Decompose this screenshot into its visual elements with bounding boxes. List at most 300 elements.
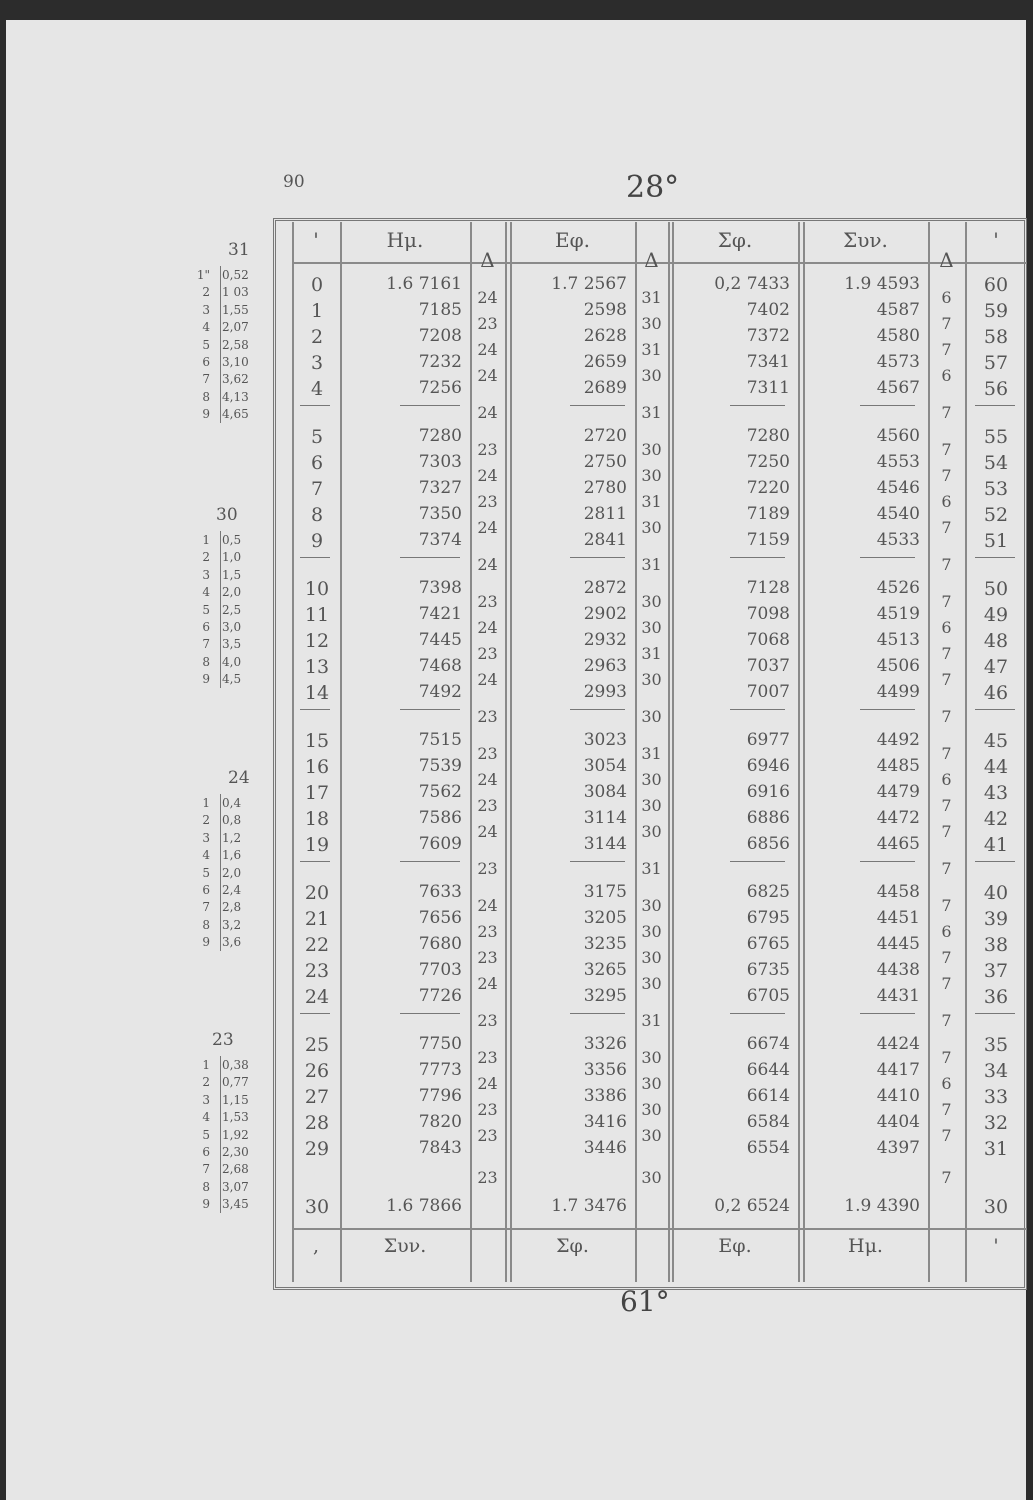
- group-separator: [300, 709, 330, 710]
- cot-value: 6614: [746, 1086, 790, 1106]
- page-number: 90: [283, 172, 305, 192]
- cot-value: 7098: [746, 604, 790, 624]
- cos-diffs: 7: [941, 440, 952, 459]
- tan-value: 3326: [583, 1034, 627, 1054]
- column-header: Συν.: [843, 228, 888, 252]
- cot-value: 6946: [746, 756, 790, 776]
- sin-diffs: 23: [477, 1011, 498, 1030]
- cos-value: 4451: [876, 908, 920, 928]
- pp-multiplier: 9: [202, 935, 210, 950]
- sin-value: 7680: [418, 934, 462, 954]
- group-separator: [730, 557, 785, 558]
- pp-value: 1,55: [222, 302, 249, 317]
- column-header: Δ: [644, 248, 659, 272]
- sin-diffs: 24: [477, 770, 498, 789]
- group-separator: [400, 861, 460, 862]
- minute-left: 16: [304, 756, 330, 778]
- pp-value: 1,0: [222, 550, 242, 565]
- pp-multiplier: 1: [202, 796, 210, 810]
- minute-left: 18: [304, 808, 330, 830]
- cot-value: 7402: [746, 300, 790, 320]
- minute-right: 49: [983, 604, 1009, 626]
- cot-value: 7250: [746, 452, 790, 472]
- sin-value: 7703: [418, 960, 462, 980]
- minute-left: 13: [304, 656, 330, 678]
- cos-diffs: 7: [941, 518, 952, 537]
- sin-diffs: 23: [477, 796, 498, 815]
- group-separator: [400, 557, 460, 558]
- cot-value: 6825: [746, 882, 790, 902]
- cos-value: 4410: [876, 1086, 920, 1106]
- tan-diffs: 30: [641, 1126, 662, 1145]
- tan-diffs: 30: [641, 974, 662, 993]
- cos-value: 4465: [876, 834, 920, 854]
- cos-value: 4492: [876, 730, 920, 750]
- pp-row: [180, 585, 241, 599]
- tan-value: 1.7 2567: [551, 274, 627, 294]
- cos-value: 4553: [876, 452, 920, 472]
- sin-value: 1.6 7161: [386, 274, 462, 294]
- sin-value: 7515: [418, 730, 462, 750]
- cos-diffs: 7: [941, 644, 952, 663]
- sin-diffs: 23: [477, 1126, 498, 1145]
- pp-row: [180, 533, 241, 547]
- pp-row: [180, 1197, 249, 1211]
- minute-left: 10: [304, 578, 330, 600]
- group-separator: [300, 1013, 330, 1014]
- sin-diffs: 23: [477, 744, 498, 763]
- pp-value: 4,5: [222, 672, 242, 687]
- group-separator: [860, 709, 915, 710]
- pp-multiplier: 6: [202, 620, 210, 634]
- pp-multiplier: 5: [202, 1127, 210, 1142]
- cot-value: 6856: [746, 834, 790, 854]
- cos-value: 4458: [876, 882, 920, 902]
- sin-diffs: 24: [477, 366, 498, 385]
- sin-diffs: 23: [477, 644, 498, 663]
- minute-right: 39: [983, 908, 1009, 930]
- sin-value: 7185: [418, 300, 462, 320]
- pp-value: 1,92: [222, 1127, 249, 1142]
- sin-diffs: 23: [477, 707, 498, 726]
- pp-row: [180, 603, 241, 617]
- cot-value: 7189: [746, 504, 790, 524]
- pp-value: 3,5: [222, 637, 242, 652]
- pp-multiplier: 2: [202, 285, 210, 300]
- pp-multiplier: 3: [202, 830, 210, 845]
- minute-left: 21: [304, 908, 330, 930]
- pp-row: [180, 620, 241, 634]
- cot-value: 6705: [746, 986, 790, 1006]
- cot-value: 7341: [746, 352, 790, 372]
- sin-value: 7445: [418, 630, 462, 650]
- pp-row: [180, 1128, 249, 1142]
- pp-row: [180, 407, 249, 421]
- minute-right: 43: [983, 782, 1009, 804]
- cot-value: 6674: [746, 1034, 790, 1054]
- minute-left: 23: [304, 960, 330, 982]
- cos-value: 4567: [876, 378, 920, 398]
- pp-value: 3,2: [222, 917, 242, 932]
- sin-diffs: 24: [477, 896, 498, 915]
- cos-diffs: 7: [941, 822, 952, 841]
- tan-diffs: 30: [641, 922, 662, 941]
- cos-value: 4404: [876, 1112, 920, 1132]
- minute-right: 31: [983, 1138, 1009, 1160]
- cos-diffs: 7: [941, 1126, 952, 1145]
- pp-multiplier: 9: [202, 1197, 210, 1212]
- group-separator: [400, 709, 460, 710]
- pp-row: [180, 866, 241, 880]
- minute-right: 33: [983, 1086, 1009, 1108]
- pp-multiplier: 8: [202, 1179, 210, 1194]
- pp-multiplier: 8: [202, 654, 210, 669]
- pp-value: 0,38: [222, 1058, 249, 1072]
- cot-value: 7128: [746, 578, 790, 598]
- cos-diffs: 7: [941, 403, 952, 422]
- group-separator: [860, 1013, 915, 1014]
- cos-value: 4573: [876, 352, 920, 372]
- pp-multiplier: 3: [202, 567, 210, 582]
- minute-left: 17: [304, 782, 330, 804]
- group-separator: [860, 861, 915, 862]
- sin-diffs: 24: [477, 618, 498, 637]
- tan-value: 3356: [583, 1060, 627, 1080]
- tan-diffs: 30: [641, 366, 662, 385]
- minute-right: 34: [983, 1060, 1009, 1082]
- tan-diffs: 30: [641, 618, 662, 637]
- minute-right: 45: [983, 730, 1009, 752]
- pp-multiplier: 8: [202, 389, 210, 404]
- tan-diffs: 31: [641, 644, 662, 663]
- minute-left: 29: [304, 1138, 330, 1160]
- pp-row: [180, 390, 249, 404]
- pp-value: 1,6: [222, 848, 242, 863]
- minute-left: 4: [310, 378, 324, 400]
- sin-value: 7656: [418, 908, 462, 928]
- minute-right: 54: [983, 452, 1009, 474]
- minute-right: 52: [983, 504, 1009, 526]
- tan-diffs: 30: [641, 948, 662, 967]
- tan-diffs: 31: [641, 1011, 662, 1030]
- cos-value: 4519: [876, 604, 920, 624]
- minute-right: 37: [983, 960, 1009, 982]
- cos-value: 1.9 4390: [844, 1196, 920, 1216]
- tan-value: 3023: [583, 730, 627, 750]
- minute-left: 24: [304, 986, 330, 1008]
- cos-value: 4499: [876, 682, 920, 702]
- minute-right: 42: [983, 808, 1009, 830]
- pp-value: 1,53: [222, 1110, 249, 1125]
- group-separator: [570, 709, 625, 710]
- cot-value: 6886: [746, 808, 790, 828]
- pp-value: 0,52: [222, 268, 249, 282]
- minute-right: 41: [983, 834, 1009, 856]
- tan-diffs: 30: [641, 770, 662, 789]
- cos-diffs: 6: [941, 770, 952, 789]
- group-separator: [975, 557, 1015, 558]
- minute-left: 28: [304, 1112, 330, 1134]
- sin-value: 7843: [418, 1138, 462, 1158]
- pp-multiplier: 4: [202, 848, 210, 863]
- cot-value: 6916: [746, 782, 790, 802]
- group-separator: [570, 1013, 625, 1014]
- pp-row: [180, 1058, 249, 1072]
- pp-row: [180, 268, 249, 282]
- pp-row: [180, 637, 241, 651]
- cos-value: 4580: [876, 326, 920, 346]
- pp-row: [180, 1093, 249, 1107]
- group-separator: [975, 709, 1015, 710]
- sin-value: 1.6 7866: [386, 1196, 462, 1216]
- sin-value: 7492: [418, 682, 462, 702]
- column-header: Σφ.: [717, 228, 753, 252]
- cos-value: 4506: [876, 656, 920, 676]
- minute-right: 35: [983, 1034, 1009, 1056]
- sin-value: 7796: [418, 1086, 462, 1106]
- pp-multiplier: 2: [202, 550, 210, 565]
- cos-diffs: 6: [941, 922, 952, 941]
- pp-row: [180, 883, 241, 897]
- tan-value: 2750: [583, 452, 627, 472]
- pp-value: 2,0: [222, 585, 242, 600]
- pp-value: 2,4: [222, 883, 242, 897]
- column-header: Ημ.: [386, 228, 424, 252]
- pp-row: [180, 796, 241, 810]
- pp-row: [180, 550, 241, 564]
- minute-left: 1: [310, 300, 324, 322]
- cos-diffs: 7: [941, 896, 952, 915]
- tan-diffs: 30: [641, 896, 662, 915]
- group-separator: [570, 861, 625, 862]
- minute-right: 59: [983, 300, 1009, 322]
- column-header: ': [993, 228, 999, 252]
- tan-value: 2902: [583, 604, 627, 624]
- sin-value: 7421: [418, 604, 462, 624]
- tan-diffs: 31: [641, 492, 662, 511]
- group-separator: [400, 405, 460, 406]
- cos-diffs: 7: [941, 555, 952, 574]
- sin-diffs: 23: [477, 948, 498, 967]
- pp-value: 1,15: [222, 1092, 249, 1107]
- cos-value: 4445: [876, 934, 920, 954]
- tan-diffs: 30: [641, 796, 662, 815]
- group-separator: [975, 861, 1015, 862]
- tan-diffs: 30: [641, 1074, 662, 1093]
- pp-row: [180, 1145, 249, 1159]
- cos-value: 4424: [876, 1034, 920, 1054]
- sin-value: 7586: [418, 808, 462, 828]
- pp-multiplier: 5: [202, 865, 210, 880]
- cos-value: 4526: [876, 578, 920, 598]
- tan-diffs: 31: [641, 744, 662, 763]
- minute-left: 15: [304, 730, 330, 752]
- minute-right: 58: [983, 326, 1009, 348]
- pp-multiplier: 9: [202, 407, 210, 422]
- tan-diffs: 30: [641, 1100, 662, 1119]
- pp-row: [180, 338, 249, 352]
- cos-value: 4417: [876, 1060, 920, 1080]
- sin-value: 7280: [418, 426, 462, 446]
- tan-value: 3295: [583, 986, 627, 1006]
- minute-left: 7: [310, 478, 324, 500]
- sin-value: 7633: [418, 882, 462, 902]
- tan-value: 2841: [583, 530, 627, 550]
- pp-multiplier: 6: [202, 883, 210, 897]
- pp-multiplier: 4: [202, 1110, 210, 1125]
- minute-left: 20: [304, 882, 330, 904]
- sin-value: 7303: [418, 452, 462, 472]
- pp-value: 3,6: [222, 935, 242, 950]
- sin-diffs: 23: [477, 440, 498, 459]
- tan-value: 3144: [583, 834, 627, 854]
- cos-diffs: 6: [941, 288, 952, 307]
- cos-value: 1.9 4593: [844, 274, 920, 294]
- pp-value: 3,0: [222, 620, 242, 634]
- minute-left: 19: [304, 834, 330, 856]
- tan-value: 2932: [583, 630, 627, 650]
- sin-diffs: 24: [477, 403, 498, 422]
- tan-value: 3054: [583, 756, 627, 776]
- cot-value: 7220: [746, 478, 790, 498]
- column-footer: Σφ.: [556, 1235, 589, 1257]
- sin-value: 7232: [418, 352, 462, 372]
- tan-diffs: 31: [641, 555, 662, 574]
- minute-left: 8: [310, 504, 324, 526]
- cot-value: 6554: [746, 1138, 790, 1158]
- pp-value: 2,0: [222, 865, 242, 880]
- minute-right: 55: [983, 426, 1009, 448]
- tan-diffs: 30: [641, 707, 662, 726]
- pp-value: 4,65: [222, 407, 249, 422]
- sin-diffs: 23: [477, 1168, 498, 1187]
- footer-rule: [292, 1228, 1027, 1230]
- tan-diffs: 31: [641, 859, 662, 878]
- pp-multiplier: 1: [202, 1058, 210, 1072]
- pp-value: 2,5: [222, 602, 242, 617]
- pp-value: 0,5: [222, 533, 242, 547]
- group-separator: [730, 405, 785, 406]
- minute-right: 53: [983, 478, 1009, 500]
- sin-value: 7750: [418, 1034, 462, 1054]
- pp-row: [180, 285, 249, 299]
- pp-multiplier: 8: [202, 917, 210, 932]
- minute-right: 32: [983, 1112, 1009, 1134]
- pp-diff-title: 31: [228, 240, 250, 260]
- column-header: ': [313, 228, 319, 252]
- group-separator: [975, 1013, 1015, 1014]
- pp-multiplier: 3: [202, 302, 210, 317]
- cot-value: 6644: [746, 1060, 790, 1080]
- pp-row: [180, 672, 241, 686]
- tan-diffs: 30: [641, 466, 662, 485]
- cos-value: 4587: [876, 300, 920, 320]
- minute-left: 26: [304, 1060, 330, 1082]
- tan-value: 3175: [583, 882, 627, 902]
- pp-multiplier: 7: [202, 637, 210, 652]
- cos-diffs: 7: [941, 974, 952, 993]
- minute-left: 27: [304, 1086, 330, 1108]
- sin-value: 7374: [418, 530, 462, 550]
- pp-value: 2,8: [222, 900, 242, 915]
- group-separator: [300, 405, 330, 406]
- cos-diffs: 7: [941, 1168, 952, 1187]
- sin-value: 7539: [418, 756, 462, 776]
- tan-value: 2598: [583, 300, 627, 320]
- sin-diffs: 24: [477, 1074, 498, 1093]
- pp-multiplier: 2: [202, 813, 210, 828]
- tan-diffs: 30: [641, 670, 662, 689]
- pp-value: 2,68: [222, 1162, 249, 1177]
- sin-diffs: 24: [477, 288, 498, 307]
- minute-left: 11: [304, 604, 330, 626]
- cot-value: 7159: [746, 530, 790, 550]
- cos-value: 4533: [876, 530, 920, 550]
- cot-value: 0,2 6524: [714, 1196, 790, 1216]
- cot-value: 7311: [746, 378, 790, 398]
- cos-diffs: 6: [941, 492, 952, 511]
- tan-diffs: 30: [641, 1048, 662, 1067]
- pp-row: [180, 1110, 249, 1124]
- minute-right: 47: [983, 656, 1009, 678]
- sin-value: 7726: [418, 986, 462, 1006]
- pp-row: [180, 355, 249, 369]
- sin-diffs: 23: [477, 1048, 498, 1067]
- pp-value: 0,8: [222, 813, 242, 828]
- group-separator: [860, 557, 915, 558]
- pp-value: 4,13: [222, 389, 249, 404]
- cos-diffs: 7: [941, 1100, 952, 1119]
- minute-right: 38: [983, 934, 1009, 956]
- cos-value: 4513: [876, 630, 920, 650]
- sin-diffs: 24: [477, 822, 498, 841]
- tan-value: 2872: [583, 578, 627, 598]
- minute-left: 12: [304, 630, 330, 652]
- pp-row: [180, 1180, 249, 1194]
- tan-value: 1.7 3476: [551, 1196, 627, 1216]
- tan-diffs: 30: [641, 518, 662, 537]
- sin-diffs: 24: [477, 518, 498, 537]
- pp-row: [180, 935, 241, 949]
- pp-multiplier: 7: [202, 1162, 210, 1177]
- cos-value: 4479: [876, 782, 920, 802]
- pp-diff-title: 24: [228, 768, 250, 788]
- tan-diffs: 30: [641, 440, 662, 459]
- minute-left: 5: [310, 426, 324, 448]
- pp-row: [180, 655, 241, 669]
- minute-left: 14: [304, 682, 330, 704]
- cos-diffs: 6: [941, 366, 952, 385]
- minute-right: 60: [983, 274, 1009, 296]
- tan-value: 3265: [583, 960, 627, 980]
- cos-value: 4540: [876, 504, 920, 524]
- pp-multiplier: 5: [202, 602, 210, 617]
- pp-row: [180, 372, 249, 386]
- minute-right: 50: [983, 578, 1009, 600]
- pp-value: 1,5: [222, 567, 242, 582]
- tan-value: 3386: [583, 1086, 627, 1106]
- pp-multiplier: 4: [202, 320, 210, 335]
- minute-left: 30: [304, 1196, 330, 1218]
- column-footer: ': [993, 1235, 999, 1257]
- column-footer: Ημ.: [848, 1235, 883, 1257]
- page-heading: 28°: [626, 170, 680, 205]
- tan-diffs: 31: [641, 340, 662, 359]
- cot-value: 7372: [746, 326, 790, 346]
- pp-multiplier: 1": [196, 268, 210, 282]
- sin-diffs: 24: [477, 466, 498, 485]
- tan-value: 2963: [583, 656, 627, 676]
